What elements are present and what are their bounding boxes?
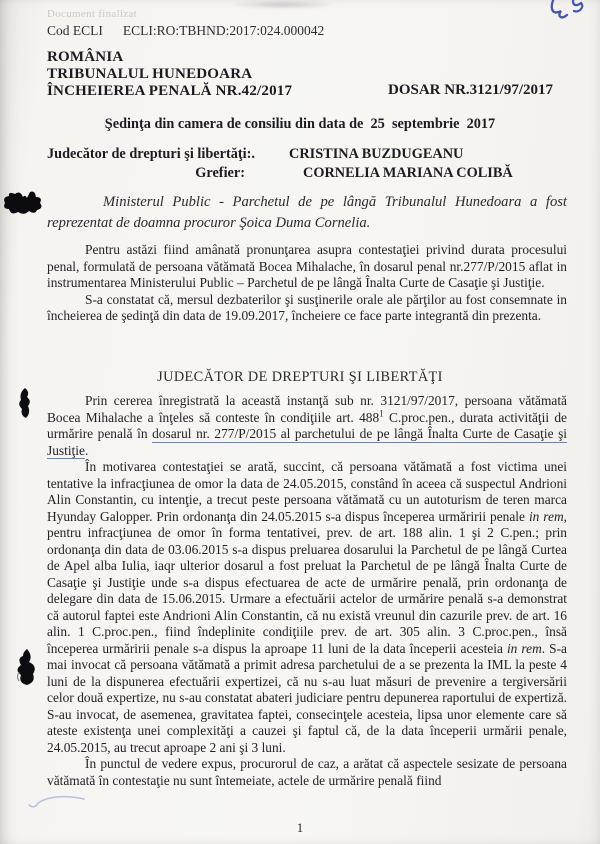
court-header (47, 49, 292, 99)
status-note: Document finalizat (47, 8, 138, 20)
officials-block (47, 145, 569, 183)
clerk-row (47, 164, 569, 183)
paragraph: În motivarea contestaţiei se arată, succint, că persoana vătămată a fost victima unei tentative la infracţiunea de omor la data de 24.05.2015, constând în aceea că suspectul Andrioni Alin Constantin, cu intenţie, a trecut peste persoana vătămată cu un autoturism de teren marca Hyunday Galopper. Prin ordonanţa din 24.05.2015 s-a dispus începerea urmăririi penale in rem, pentru infracţiunea de omor în forma tentativei, prev. de art. 188 alin. 1 şi 2 C.pen.; prin ordonanţa din data de 03.06.2015 s-a dispus preluarea dosarului la Parchetul de pe lângă Curtea de Apel alba Iulia, iaqr ulterior dosarul a fost preluat la Parchetul de pe lângă Înalta Curte de Casaţie şi Justiţie unde s-a dispus efectuarea de acte de urmărire penală, prin ordonanţa de delegare din data de 15.06.2015. Urmare a efectuării actelor de urmărire penală s-a demonstrat că autorul faptei este Andrioni Alin Constantin, că nu există vreunul din cazurile prev. de art. 16 alin. 1 C.proc.pen., fiind îndeplinite condiţiile prev. de art. 305 alin. 3 C.proc.pen., însă începerea urmăririi penale s-a dispus la aproape 11 luni de la data începerii acesteia in rem. S-a mai invocat că persoana vătămată a primit adresa parchetului de a se prezenta la IML la peste 4 luni de la dispunerea efectuării expertizei, că nu s-au luat măsuri de prevenire a tergiversării celor două expertize, nu s-au constatat abateri judiciare pentru depunerea raportului de expertiză. S-au invocat, de asemenea, gravitatea faptei, consecinţele acesteia, lipsa unor elemente care să ateste existenţa unei complexităţi a cauzei şi faptul că, de la data începerii urmării penale, 24.05.2015, au trecut aproape 2 ani şi 3 luni. (47, 459, 567, 755)
paragraph: În punctul de vedere expus, procurorul de caz, a arătat că aspectele sesizate de persoana vătămată în contestaţie nu sunt întemeiate, actele de urmărire penală fiind (47, 756, 567, 788)
clerk-name: CORNELIA MARIANA COLIBĂ (303, 164, 513, 181)
paragraph: S-a constatat că, mersul dezbaterilor şi susţinerile orale ale părţilor au fost consemnate in încheierea de şedinţă din data de 19.09.2017, încheiere ce face parte integrantă din prezenta. (47, 291, 567, 323)
ecli-label: Cod ECLI (47, 23, 103, 38)
judge-row (47, 145, 569, 164)
body-paragraphs (47, 393, 567, 789)
ink-blot-2 (16, 387, 36, 419)
country-name: ROMÂNIA (47, 49, 124, 65)
paragraph: Pentru astăzi fiind amânată pronunţarea asupra contestaţiei privind durata procesului penal, formulată de persoana vătămată Bocea Mihalache, în dosarul penal nr.277/P/2015 aflat in instrumentarea Ministerului Public – Parchetul de pe lângă Înalta Curte de Casaţie şi Justiţie. (47, 242, 567, 290)
ink-blot-3 (12, 647, 40, 687)
judge-name: CRISTINA BUZDUGEANU (289, 146, 464, 162)
ruling-number: ÎNCHEIEREA PENALĂ NR.42/2017 (47, 82, 293, 99)
page-number: 1 (296, 820, 304, 835)
clerk-label: Grefier: (195, 164, 245, 181)
section-heading: JUDECĂTOR DE DREPTURI ŞI LIBERTĂŢI (157, 369, 443, 385)
ecli-row (47, 23, 324, 39)
judge-label: Judecător de drepturi şi libertăţi:. (47, 146, 255, 162)
handwritten-mark (538, 0, 596, 32)
ink-blot-1 (2, 189, 44, 217)
intro-paragraphs (47, 242, 567, 325)
paragraph: Prin cererea înregistrată la această instanţă sub nr. 3121/97/2017, persoana vătămată Bocea Mihalache a înţeles să conteste în condiţiile art. $488^1$ C.proc.pen., durata activităţii de urmărire penală în dosarul nr. 277/P/2015 al parchetului de pe lângă Înalta Curte de Casaţie şi Justiţie. (47, 393, 568, 458)
court-name: TRIBUNALUL HUNEDOARA (47, 65, 253, 82)
dossier-number: DOSAR NR.3121/97/2017 (387, 82, 553, 98)
ecli-value: ECLI:RO:TBHND:2017:024.000042 (122, 23, 325, 38)
scan-smudge (228, 0, 338, 9)
prosecutor-paragraph: Ministerul Public - Parchetul de pe lângă Tribunalul Hunedoara a fost reprezentat de doamna procuror Şoica Duma Cornelia. (47, 194, 567, 231)
session-line: Şedinţa din camera de consiliu din data de 25 septembrie 2017 (104, 116, 496, 132)
pen-stroke (26, 792, 90, 810)
